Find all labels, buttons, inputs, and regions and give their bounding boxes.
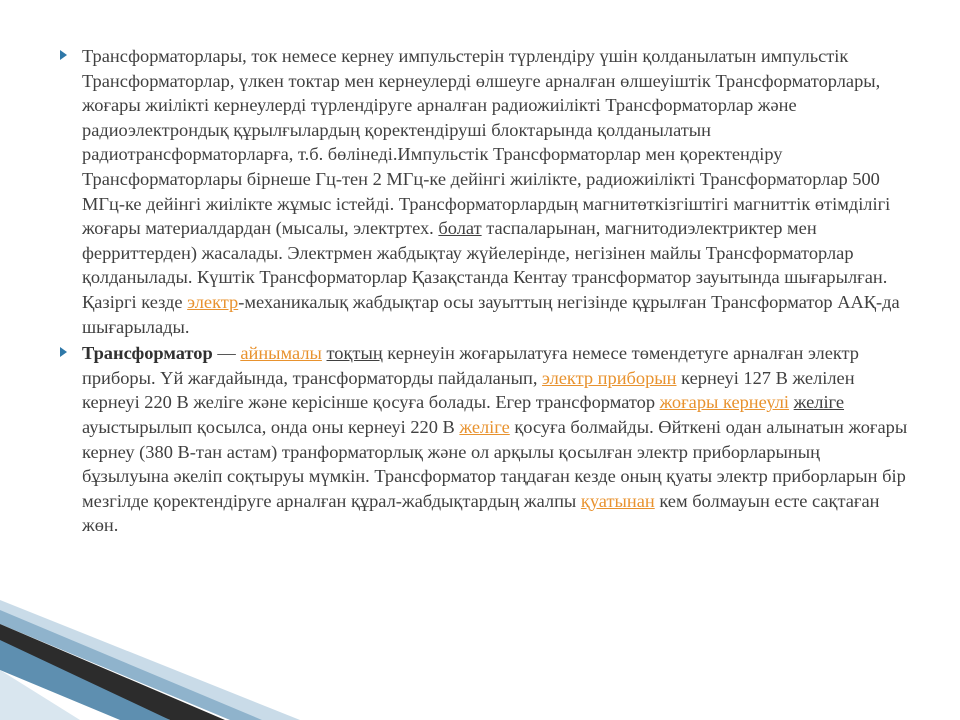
paragraph-text: кем болмауын есте сақтаған жөн. bbox=[82, 490, 880, 536]
paragraph-text: таспаларынан, магнитодиэлектриктер мен ферриттерден) жасалады. Электрмен жабдықтау жүйелерінде, негізінен майлы Трансформаторлар қолданылады. Күштік Трансформаторлар Қазақстанда Кентау трансформатор зауытында шығарылған. Қазіргі кезде bbox=[82, 218, 888, 312]
link-zhelige[interactable]: желіге bbox=[793, 392, 845, 413]
paragraph-text: — bbox=[212, 343, 241, 364]
link-elektr-priboryn[interactable]: электр приборын bbox=[542, 367, 677, 388]
corner-stripes-decoration bbox=[0, 580, 960, 720]
link-ainymaly[interactable]: айнымалы bbox=[240, 343, 322, 364]
paragraph-text: ауыстырылып қосылса, онда оны кернеуі 220 В bbox=[82, 416, 460, 437]
paragraph-text: кернеуін жоғарылатуға немесе төмендетуге арналған электр приборы. Үй жағдайында, трансформаторды пайдаланып, bbox=[82, 343, 860, 388]
link-zhogary-kerneuli[interactable]: жоғары кернеулі bbox=[659, 392, 790, 413]
triangle-bullet-icon bbox=[60, 50, 67, 60]
link-zhelige-2[interactable]: желіге bbox=[459, 416, 510, 437]
link-bolat[interactable]: болат bbox=[438, 218, 482, 239]
link-elektr[interactable]: электр bbox=[187, 291, 239, 312]
paragraph-text: Трансформаторлары, ток немесе кернеу импульстерін түрлендіру үшін қолданылатын импульстік Трансформаторлар, үлкен токтар мен кернеулерді өлшеуге арналған өлшеуіштік Трансформаторлары, жоғары жиілікті кернеулерді түрлендіруге арналған радиожиілікті Трансформаторлар және радиоэлектрондық құрылғылардың қоректендіруші блоктарында қолданылатын радиотрансформаторларға, т.б. бөлінеді.Импульстік Трансформаторлар мен қоректендіру Трансформаторлары бірнеше Гц-тен 2 МГц-ке дейінгі жиілікте, радиожиілікті Трансформаторлар 500 МГц-ке дейінгі жиілікте жұмыс істейді. Трансформаторлардың магнитөткізгіштігі магниттік өтімділігі жоғары материалдардан (мысалы, электртех. bbox=[82, 46, 891, 239]
bullet-paragraph-2 bbox=[60, 341, 910, 538]
triangle-bullet-icon bbox=[60, 347, 67, 357]
link-toktyn[interactable]: тоқтың bbox=[326, 343, 383, 364]
bullet-list bbox=[60, 44, 910, 540]
paragraph-text: -механикалық жабдықтар осы зауыттың негізінде құрылған Трансформатор ААҚ-да шығарылады. bbox=[82, 291, 900, 337]
link-kuatynan[interactable]: қуатынан bbox=[580, 490, 655, 511]
bullet-paragraph-1 bbox=[60, 44, 910, 339]
paragraph-text: қосуға болмайды. Өйткені одан алынатын жоғары кернеу (380 В-тан астам) транформаторлық және ол арқылы қосылған электр приборларының бұзылуына әкеліп соқтыруы мүмкін. Трансформатор таңдаған кезде оның қуаты электр приборларын бір мезгілде қоректендіруге арналған құрал-жабдықтардың жалпы bbox=[82, 416, 908, 511]
term-bold: Трансформатор bbox=[82, 343, 213, 364]
paragraph-text: кернеуі 127 В желілен кернеуі 220 В желіге және керісінше қосуға болады. Егер трансформатор bbox=[82, 367, 855, 413]
